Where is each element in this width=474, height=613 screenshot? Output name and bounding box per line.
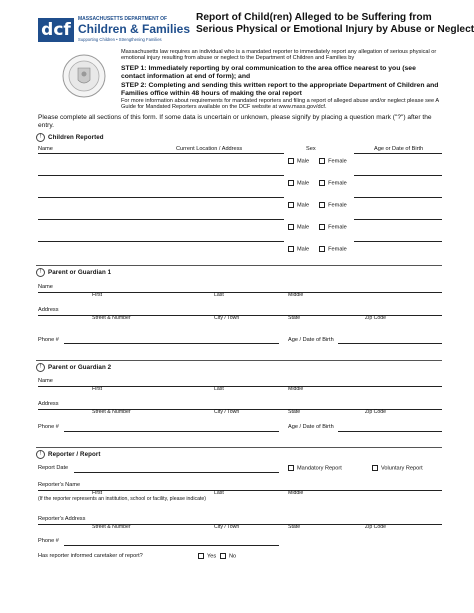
instructions: Please complete all sections of this form. If some data is uncertain or unknown, please signify by placing a question mark ("?") after the entry.: [38, 114, 432, 129]
parent2-age-label: Age / Date of Birth: [288, 424, 334, 430]
parent1-address-label: Address: [38, 307, 59, 313]
parent1-phone-label: Phone #: [38, 337, 59, 343]
section-divider: [36, 447, 442, 448]
dcf-logo: [38, 14, 190, 48]
child-age-line[interactable]: [354, 219, 442, 220]
child-age-line[interactable]: [354, 175, 442, 176]
informed-question: Has reporter informed caretaker of report?: [38, 553, 143, 559]
label-zip: Zip Code: [365, 315, 387, 321]
form-title: [196, 12, 474, 35]
label-middle: Middle: [288, 490, 304, 496]
child-age-line[interactable]: [354, 241, 442, 242]
yes-label: Yes: [207, 553, 217, 560]
yes-checkbox[interactable]: [198, 553, 204, 559]
parent2-age-field[interactable]: [338, 431, 442, 432]
section-divider: [36, 360, 442, 361]
label-zip: Zip Code: [365, 409, 387, 415]
institution-note: (If the reporter represents an institution, school or facility, please indicate): [38, 496, 207, 502]
parent1-age-label: Age / Date of Birth: [288, 337, 334, 343]
col-location: Current Location / Address: [176, 146, 243, 152]
reporter-phone-field[interactable]: [64, 545, 279, 546]
female-checkbox[interactable]: [319, 202, 325, 208]
label-street: Street & Number: [92, 315, 131, 321]
informed-no-option[interactable]: [220, 553, 236, 560]
label-last: Last: [214, 490, 224, 496]
female-checkbox[interactable]: [319, 180, 325, 186]
reporter-name-label: Reporter's Name: [38, 482, 81, 488]
logo-abbr: dcf: [38, 18, 74, 42]
voluntary-option[interactable]: [372, 465, 423, 472]
label-state: State: [288, 315, 301, 321]
female-label: Female: [328, 246, 347, 253]
female-label: Female: [328, 202, 347, 209]
label-city: City / Town: [214, 409, 240, 415]
child-row-line[interactable]: [38, 175, 284, 176]
label-city: City / Town: [214, 524, 240, 530]
child-sex-options: [288, 158, 347, 165]
label-city: City / Town: [214, 315, 240, 321]
female-checkbox[interactable]: [319, 224, 325, 230]
reporter-heading: Reporter / Report: [48, 451, 101, 458]
no-label: No: [229, 553, 237, 560]
voluntary-label: Voluntary Report: [381, 465, 423, 472]
parent1-heading: Parent or Guardian 1: [48, 269, 112, 276]
reporter-phone-label: Phone #: [38, 538, 59, 544]
logo-name: Children & Families: [78, 22, 191, 36]
intro-step-1: STEP 1: Immediately reporting by oral communication to the area office nearest to you (see contact information at end of form); and: [121, 65, 416, 80]
title-line-1: Report of Child(ren) Alleged to be Suffering from: [196, 12, 432, 23]
section-icon: !: [36, 133, 45, 142]
label-zip: Zip Code: [365, 524, 387, 530]
report-date-label: Report Date: [38, 465, 69, 471]
parent2-phone-label: Phone #: [38, 424, 59, 430]
label-last: Last: [214, 292, 224, 298]
label-last: Last: [214, 386, 224, 392]
intro-step-2: STEP 2: Completing and sending this written report to the appropriate Department of Children and Families office within 48 hours of making the oral report: [121, 82, 439, 97]
logo-tagline: Supporting Children • Strengthening Families: [78, 37, 162, 42]
female-label: Female: [328, 180, 347, 187]
section-icon: !: [36, 450, 45, 459]
section-icon: !: [36, 363, 45, 372]
female-label: Female: [328, 224, 347, 231]
voluntary-checkbox[interactable]: [372, 465, 378, 471]
col-sex: Sex: [306, 146, 316, 152]
intro-guide: For more information about requirements for mandated reporters and filing a report of alleged abuse and/or neglect please see A Guide for Mandated Reporters available on the DCF website at www.mass.gov/dcf.: [121, 98, 439, 111]
reporter-address-label: Reporter's Address: [38, 516, 86, 522]
child-age-line[interactable]: [354, 153, 442, 154]
label-middle: Middle: [288, 386, 304, 392]
child-age-line[interactable]: [354, 197, 442, 198]
male-checkbox[interactable]: [288, 158, 294, 164]
mandated-label: Mandatory Report: [297, 465, 342, 472]
report-date-field[interactable]: [74, 472, 279, 473]
child-row-line[interactable]: [38, 219, 284, 220]
label-first: First: [92, 490, 103, 496]
male-checkbox[interactable]: [288, 202, 294, 208]
male-label: Male: [297, 202, 310, 209]
logo-dept: MASSACHUSETTS DEPARTMENT OF: [78, 16, 168, 22]
child-row-line[interactable]: [38, 153, 284, 154]
child-row-line[interactable]: [38, 197, 284, 198]
state-seal-icon: [62, 54, 106, 98]
label-street: Street & Number: [92, 524, 131, 530]
female-label: Female: [328, 158, 347, 165]
mandated-checkbox[interactable]: [288, 465, 294, 471]
col-age: Age or Date of Birth: [374, 146, 424, 152]
parent2-address-label: Address: [38, 401, 59, 407]
child-sex-options: [288, 202, 347, 209]
parent2-heading: Parent or Guardian 2: [48, 364, 112, 371]
section-divider: [36, 265, 442, 266]
parent1-phone-field[interactable]: [64, 343, 279, 344]
mandated-option[interactable]: [288, 465, 342, 472]
no-checkbox[interactable]: [220, 553, 226, 559]
children-heading: Children Reported: [48, 134, 104, 141]
parent1-age-field[interactable]: [338, 343, 442, 344]
parent1-name-label: Name: [38, 284, 53, 290]
male-checkbox[interactable]: [288, 246, 294, 252]
label-middle: Middle: [288, 292, 304, 298]
child-sex-options: [288, 246, 347, 253]
parent2-phone-field[interactable]: [64, 431, 279, 432]
label-state: State: [288, 524, 301, 530]
child-sex-options: [288, 180, 347, 187]
male-checkbox[interactable]: [288, 224, 294, 230]
male-label: Male: [297, 180, 310, 187]
label-first: First: [92, 292, 103, 298]
male-checkbox[interactable]: [288, 180, 294, 186]
col-name: Name: [38, 146, 53, 152]
female-checkbox[interactable]: [319, 158, 325, 164]
label-street: Street & Number: [92, 409, 131, 415]
parent2-name-label: Name: [38, 378, 53, 384]
female-checkbox[interactable]: [319, 246, 325, 252]
label-state: State: [288, 409, 301, 415]
section-icon: !: [36, 268, 45, 277]
intro-paragraph: Massachusetts law requires an individual who is a mandated reporter to immediately report any allegation of serious physical or emotional injury resulting from abuse or neglect to the Department of Children and Families by: [121, 49, 437, 62]
male-label: Male: [297, 246, 310, 253]
male-label: Male: [297, 158, 310, 165]
title-line-2: Serious Physical or Emotional Injury by Abuse or Neglect: [196, 24, 474, 35]
informed-yes-option[interactable]: [198, 553, 216, 560]
label-first: First: [92, 386, 103, 392]
child-sex-options: [288, 224, 347, 231]
male-label: Male: [297, 224, 310, 231]
child-row-line[interactable]: [38, 241, 284, 242]
